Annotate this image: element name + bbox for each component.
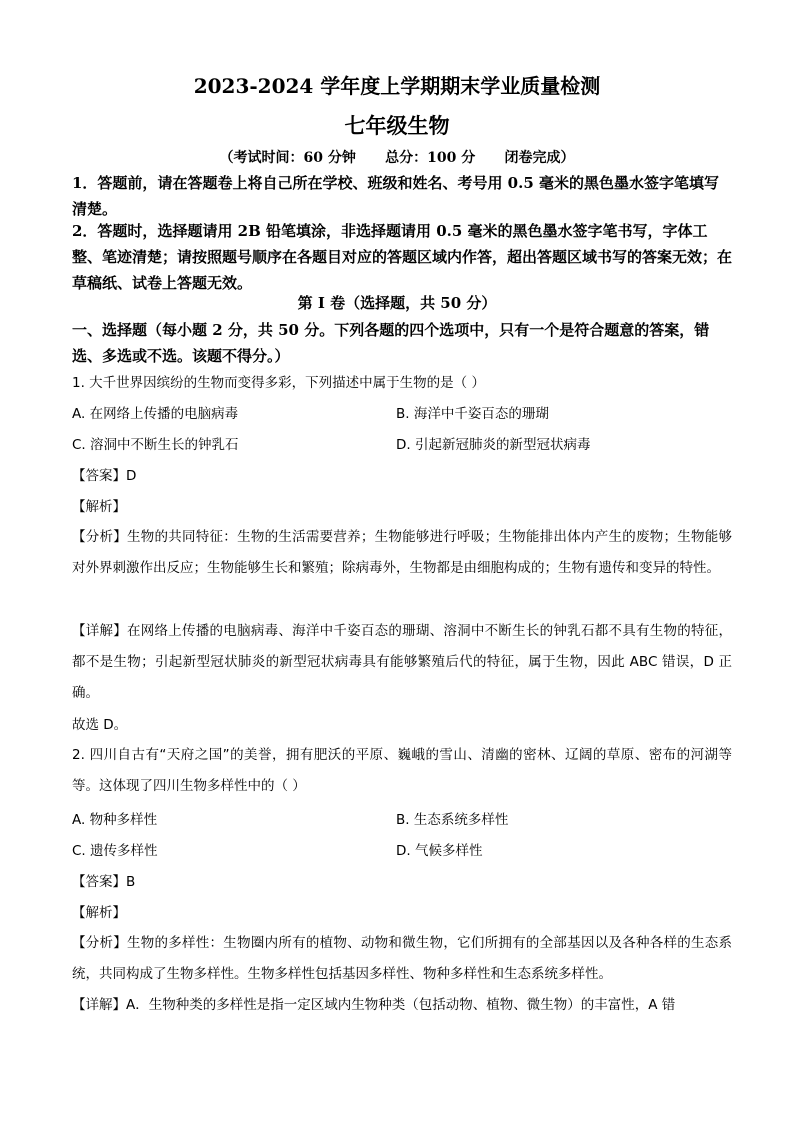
q2-analysis: 【分析】生物的多样性：生物圈内所有的植物、动物和微生物，它们所拥有的全部基因以及各种各样的生态系统，共同构成了生物多样性。生物多样性包括基因多样性、物种多样性和生态系统多样性。	[72, 935, 732, 982]
q1-analysis: 【分析】生物的共同特征：生物的生活需要营养；生物能够进行呼吸；生物能排出体内产生的废物；生物能够对外界刺激作出反应；生物能够生长和繁殖；除病毒外，生物都是由细胞构成的；生物有遗传和变异的特性。	[72, 529, 732, 576]
q2-option-b: B. 生态系统多样性	[396, 812, 509, 828]
section-instruction: 一、选择题（每小题 2 分，共 50 分。下列各题的四个选项中，只有一个是符合题意的答案，错选、多选或不选。该题不得分。）	[72, 321, 710, 365]
section-title: 第 I 卷（选择题，共 50 分）	[297, 294, 497, 312]
note-1: 1．答题前，请在答题卷上将自己所在学校、班级和姓名、考号用 0.5 毫米的黑色墨水签字笔填写清楚。	[72, 174, 719, 218]
q2-option-d: D. 气候多样性	[396, 843, 483, 859]
q1-option-b: B. 海洋中千姿百态的珊瑚	[396, 406, 549, 422]
q1-stem: 1. 大千世界因缤纷的生物而变得多彩，下列描述中属于生物的是（ ）	[72, 375, 485, 391]
note-2: 2．答题时，选择题请用 2B 铅笔填涂，非选择题请用 0.5 毫米的黑色墨水签字笔书写，字体工整、笔迹清楚；请按照题号顺序在各题目对应的答题区域内作答，超出答题区域书写的答案无效；在草稿纸、试卷上答题无效。	[72, 222, 733, 292]
q2-option-c: C. 遗传多样性	[72, 843, 158, 859]
q2-stem: 2. 四川自古有“天府之国”的美誉，拥有肥沃的平原、巍峨的雪山、清幽的密林、辽阔的草原、密布的河湖等等。这体现了四川生物多样性中的（ ）	[72, 747, 732, 794]
exam-info: （考试时间：60 分钟 总分：100 分 闭卷完成）	[219, 150, 575, 166]
q1-option-d: D. 引起新冠肺炎的新型冠状病毒	[396, 437, 591, 453]
q1-detail: 【详解】在网络上传播的电脑病毒、海洋中千姿百态的珊瑚、溶洞中不断生长的钟乳石都不具有生物的特征，都不是生物；引起新型冠状肺炎的新型冠状病毒具有能够繁殖后代的特征，属于生物，因此 ABC 错误，D 正确。	[72, 623, 732, 701]
q1-jiexi-label: 【解析】	[72, 499, 126, 515]
q2-answer: 【答案】B	[72, 874, 136, 890]
q1-answer: 【答案】D	[72, 468, 137, 484]
q2-jiexi-label: 【解析】	[72, 905, 126, 921]
q1-option-c: C. 溶洞中不断生长的钟乳石	[72, 437, 239, 453]
q1-option-a: A. 在网络上传播的电脑病毒	[72, 406, 239, 422]
q2-option-a: A. 物种多样性	[72, 812, 158, 828]
exam-title: 2023-2024 学年度上学期期末学业质量检测	[193, 74, 601, 98]
q1-conclusion: 故选 D。	[72, 717, 128, 733]
exam-subtitle: 七年级生物	[344, 113, 450, 138]
q2-detail: 【详解】A．生物种类的多样性是指一定区域内生物种类（包括动物、植物、微生物）的丰富性，A 错	[72, 997, 676, 1013]
